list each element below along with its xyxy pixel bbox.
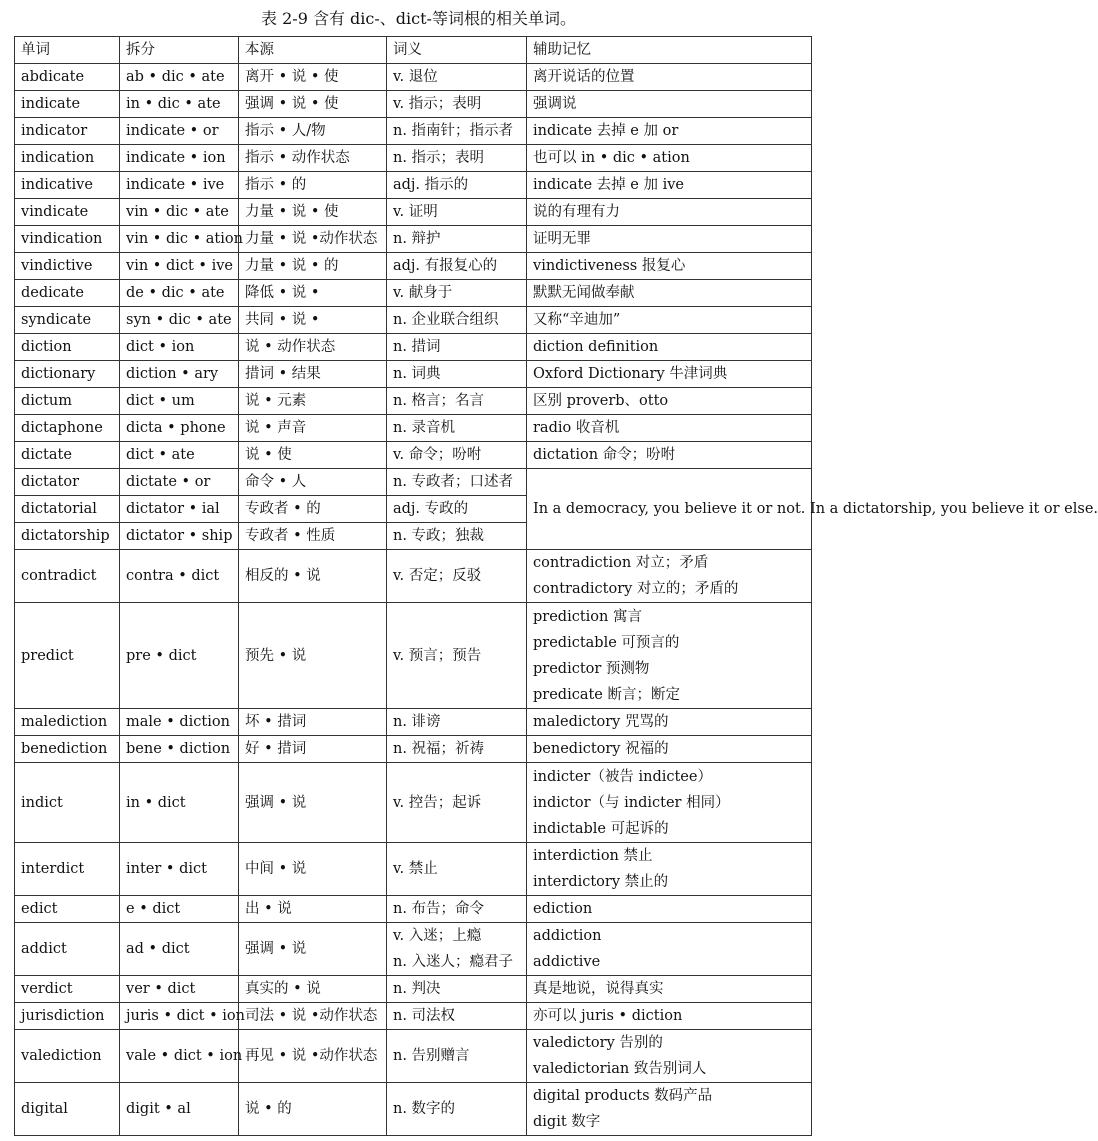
table-row [15,253,812,280]
cell-split: ver • dict [120,976,239,1003]
table-row [15,361,812,388]
cell-meaning: n. 指示；表明 [387,145,527,172]
cell-meaning: n. 指南针；指示者 [387,118,527,145]
cell-memo: ediction [527,896,812,923]
cell-origin: 命令 • 人 [239,469,387,496]
cell-memo: vindictiveness 报复心 [527,253,812,280]
cell-split: digit • al [120,1083,239,1136]
table-row [15,415,812,442]
cell-word: dedicate [15,280,120,307]
cell-meaning: n. 告别赠言 [387,1030,527,1083]
cell-word: diction [15,334,120,361]
cell-word: dictator [15,469,120,496]
cell-memo: 强调说 [527,91,812,118]
memo-line: valedictorian 致告别词人 [533,1061,707,1077]
cell-memo: 说的有理有力 [527,199,812,226]
cell-meaning: n. 录音机 [387,415,527,442]
cell-word: indicator [15,118,120,145]
cell-split: juris • dict • ion [120,1003,239,1030]
memo-line: addictive [533,954,601,970]
cell-memo: diction definition [527,334,812,361]
cell-split: e • dict [120,896,239,923]
cell-origin: 说 • 的 [239,1083,387,1136]
header-meaning: 词义 [387,37,527,64]
cell-origin: 力量 • 说 •动作状态 [239,226,387,253]
meaning-line: n. 入迷人；瘾君子 [393,954,514,970]
cell-meaning: n. 祝福；祈祷 [387,736,527,763]
memo-line: indictable 可起诉的 [533,820,669,837]
memo-line: contradictory 对立的；矛盾的 [533,581,739,597]
cell-word: contradict [15,550,120,603]
cell-word: indicative [15,172,120,199]
cell-split: diction • ary [120,361,239,388]
table-row [15,736,812,763]
memo-line: predictor 预测物 [533,660,650,677]
table-row [15,199,812,226]
memo-line: interdiction 禁止 [533,848,653,864]
table-header-row [15,37,812,64]
cell-split: dictator • ship [120,523,239,550]
cell-memo [527,550,812,603]
cell-origin: 说 • 使 [239,442,387,469]
meaning-line: v. 入迷；上瘾 [393,928,482,944]
cell-split: dict • um [120,388,239,415]
table-row [15,307,812,334]
cell-word: indict [15,763,120,843]
header-memo: 辅助记忆 [527,37,812,64]
memo-line: predicate 断言；断定 [533,686,680,703]
cell-word: edict [15,896,120,923]
cell-origin: 指示 • 的 [239,172,387,199]
cell-word: indicate [15,91,120,118]
cell-origin: 指示 • 人/物 [239,118,387,145]
memo-line: digital products 数码产品 [533,1088,713,1104]
cell-split: in • dict [120,763,239,843]
cell-meaning: v. 指示；表明 [387,91,527,118]
cell-memo: maledictory 咒骂的 [527,709,812,736]
header-origin: 本源 [239,37,387,64]
cell-split: dictator • ial [120,496,239,523]
table-row [15,1030,812,1083]
table-row [15,334,812,361]
cell-origin: 强调 • 说 • 使 [239,91,387,118]
cell-meaning: v. 禁止 [387,843,527,896]
memo-line: valedictory 告别的 [533,1035,663,1051]
cell-origin: 好 • 措词 [239,736,387,763]
cell-meaning: n. 数字的 [387,1083,527,1136]
table-row [15,1083,812,1136]
cell-word: interdict [15,843,120,896]
cell-word: dictionary [15,361,120,388]
memo-line: contradiction 对立；矛盾 [533,555,709,571]
memo-line: indicter（被告 indictee） [533,768,712,785]
cell-meaning [387,923,527,976]
cell-word: dictaphone [15,415,120,442]
cell-meaning: v. 退位 [387,64,527,91]
cell-origin: 强调 • 说 [239,763,387,843]
memo-line: digit 数字 [533,1114,601,1130]
cell-origin: 措词 • 结果 [239,361,387,388]
cell-memo [527,843,812,896]
cell-word: valediction [15,1030,120,1083]
cell-memo [527,1030,812,1083]
table-row [15,226,812,253]
cell-meaning: n. 企业联合组织 [387,307,527,334]
cell-meaning: n. 专政者；口述者 [387,469,527,496]
cell-origin: 力量 • 说 • 的 [239,253,387,280]
cell-word: vindicate [15,199,120,226]
cell-meaning: v. 预言；预告 [387,603,527,709]
cell-memo [527,923,812,976]
cell-split: vin • dic • ation [120,226,239,253]
cell-memo-dictator-group: In a democracy, you believe it or not. In a dictatorship, you believe it or else. [527,469,812,550]
cell-split: indicate • ion [120,145,239,172]
cell-origin: 真实的 • 说 [239,976,387,1003]
cell-meaning: v. 控告；起诉 [387,763,527,843]
cell-meaning: n. 判决 [387,976,527,1003]
header-split: 拆分 [120,37,239,64]
cell-split: vin • dic • ate [120,199,239,226]
cell-meaning: n. 诽谤 [387,709,527,736]
cell-split: dicta • phone [120,415,239,442]
cell-split: vin • dict • ive [120,253,239,280]
cell-word: verdict [15,976,120,1003]
cell-origin: 离开 • 说 • 使 [239,64,387,91]
table-row [15,280,812,307]
cell-origin: 坏 • 措词 [239,709,387,736]
cell-split: dict • ate [120,442,239,469]
cell-meaning: v. 证明 [387,199,527,226]
header-word: 单词 [15,37,120,64]
cell-origin: 降低 • 说 • [239,280,387,307]
cell-meaning: n. 司法权 [387,1003,527,1030]
cell-word: predict [15,603,120,709]
cell-word: malediction [15,709,120,736]
table-row [15,145,812,172]
cell-split: ad • dict [120,923,239,976]
cell-word: dictatorial [15,496,120,523]
cell-meaning: v. 否定；反驳 [387,550,527,603]
cell-word: dictate [15,442,120,469]
cell-origin: 出 • 说 [239,896,387,923]
table-row [15,469,812,496]
table-row [15,896,812,923]
cell-word: digital [15,1083,120,1136]
cell-meaning: adj. 有报复心的 [387,253,527,280]
cell-memo: 真是地说，说得真实 [527,976,812,1003]
cell-origin: 说 • 动作状态 [239,334,387,361]
table-row [15,603,812,709]
table-row [15,172,812,199]
cell-origin: 共同 • 说 • [239,307,387,334]
table-row [15,1003,812,1030]
cell-memo: 亦可以 juris • diction [527,1003,812,1030]
cell-split: dict • ion [120,334,239,361]
cell-origin: 强调 • 说 [239,923,387,976]
cell-word: vindictive [15,253,120,280]
cell-origin: 专政者 • 的 [239,496,387,523]
cell-meaning: n. 辩护 [387,226,527,253]
table-row [15,976,812,1003]
cell-origin: 再见 • 说 •动作状态 [239,1030,387,1083]
cell-word: benediction [15,736,120,763]
cell-meaning: n. 格言；名言 [387,388,527,415]
table-row [15,388,812,415]
cell-word: vindication [15,226,120,253]
table-row [15,91,812,118]
cell-origin: 说 • 元素 [239,388,387,415]
cell-meaning: v. 命令；吩咐 [387,442,527,469]
table-row [15,709,812,736]
cell-split: contra • dict [120,550,239,603]
cell-word: syndicate [15,307,120,334]
cell-memo: Oxford Dictionary 牛津词典 [527,361,812,388]
cell-split: ab • dic • ate [120,64,239,91]
table-row [15,550,812,603]
cell-origin: 预先 • 说 [239,603,387,709]
cell-origin: 专政者 • 性质 [239,523,387,550]
cell-memo: indicate 去掉 e 加 ive [527,172,812,199]
cell-word: dictum [15,388,120,415]
table-row [15,64,812,91]
cell-word: jurisdiction [15,1003,120,1030]
cell-split: syn • dic • ate [120,307,239,334]
cell-meaning: n. 词典 [387,361,527,388]
cell-split: dictate • or [120,469,239,496]
cell-split: in • dic • ate [120,91,239,118]
cell-memo: benedictory 祝福的 [527,736,812,763]
memo-line: indictor（与 indicter 相同） [533,794,730,811]
cell-origin: 说 • 声音 [239,415,387,442]
cell-memo: 默默无闻做奉献 [527,280,812,307]
table-caption: 表 2-9 含有 dic-、dict-等词根的相关单词。 [261,9,576,28]
table-row [15,923,812,976]
cell-origin: 司法 • 说 •动作状态 [239,1003,387,1030]
cell-origin: 相反的 • 说 [239,550,387,603]
cell-split: indicate • or [120,118,239,145]
table-row [15,442,812,469]
cell-memo: 区别 proverb、otto [527,388,812,415]
cell-memo [527,603,812,709]
memo-line: predictable 可预言的 [533,634,680,651]
cell-memo [527,763,812,843]
cell-memo: indicate 去掉 e 加 or [527,118,812,145]
cell-word: abdicate [15,64,120,91]
cell-meaning: n. 措词 [387,334,527,361]
cell-split: male • diction [120,709,239,736]
cell-origin: 中间 • 说 [239,843,387,896]
vocabulary-table [14,36,1098,1136]
memo-line: addiction [533,928,602,944]
cell-meaning: adj. 指示的 [387,172,527,199]
cell-memo: 离开说话的位置 [527,64,812,91]
memo-line: prediction 寓言 [533,608,642,625]
cell-memo: 也可以 in • dic • ation [527,145,812,172]
cell-split: inter • dict [120,843,239,896]
cell-meaning: n. 布告；命令 [387,896,527,923]
table-row [15,763,812,843]
cell-memo: radio 收音机 [527,415,812,442]
table-row [15,118,812,145]
cell-memo [527,1083,812,1136]
memo-line: interdictory 禁止的 [533,874,669,890]
cell-word: addict [15,923,120,976]
cell-split: indicate • ive [120,172,239,199]
cell-meaning: v. 献身于 [387,280,527,307]
cell-meaning: adj. 专政的 [387,496,527,523]
cell-split: pre • dict [120,603,239,709]
cell-meaning: n. 专政；独裁 [387,523,527,550]
cell-origin: 力量 • 说 • 使 [239,199,387,226]
cell-split: de • dic • ate [120,280,239,307]
cell-memo: dictation 命令；吩咐 [527,442,812,469]
cell-split: bene • diction [120,736,239,763]
cell-origin: 指示 • 动作状态 [239,145,387,172]
cell-split: vale • dict • ion [120,1030,239,1083]
cell-word: dictatorship [15,523,120,550]
cell-word: indication [15,145,120,172]
cell-memo: 证明无罪 [527,226,812,253]
cell-memo: 又称“辛迪加” [527,307,812,334]
table-row [15,843,812,896]
